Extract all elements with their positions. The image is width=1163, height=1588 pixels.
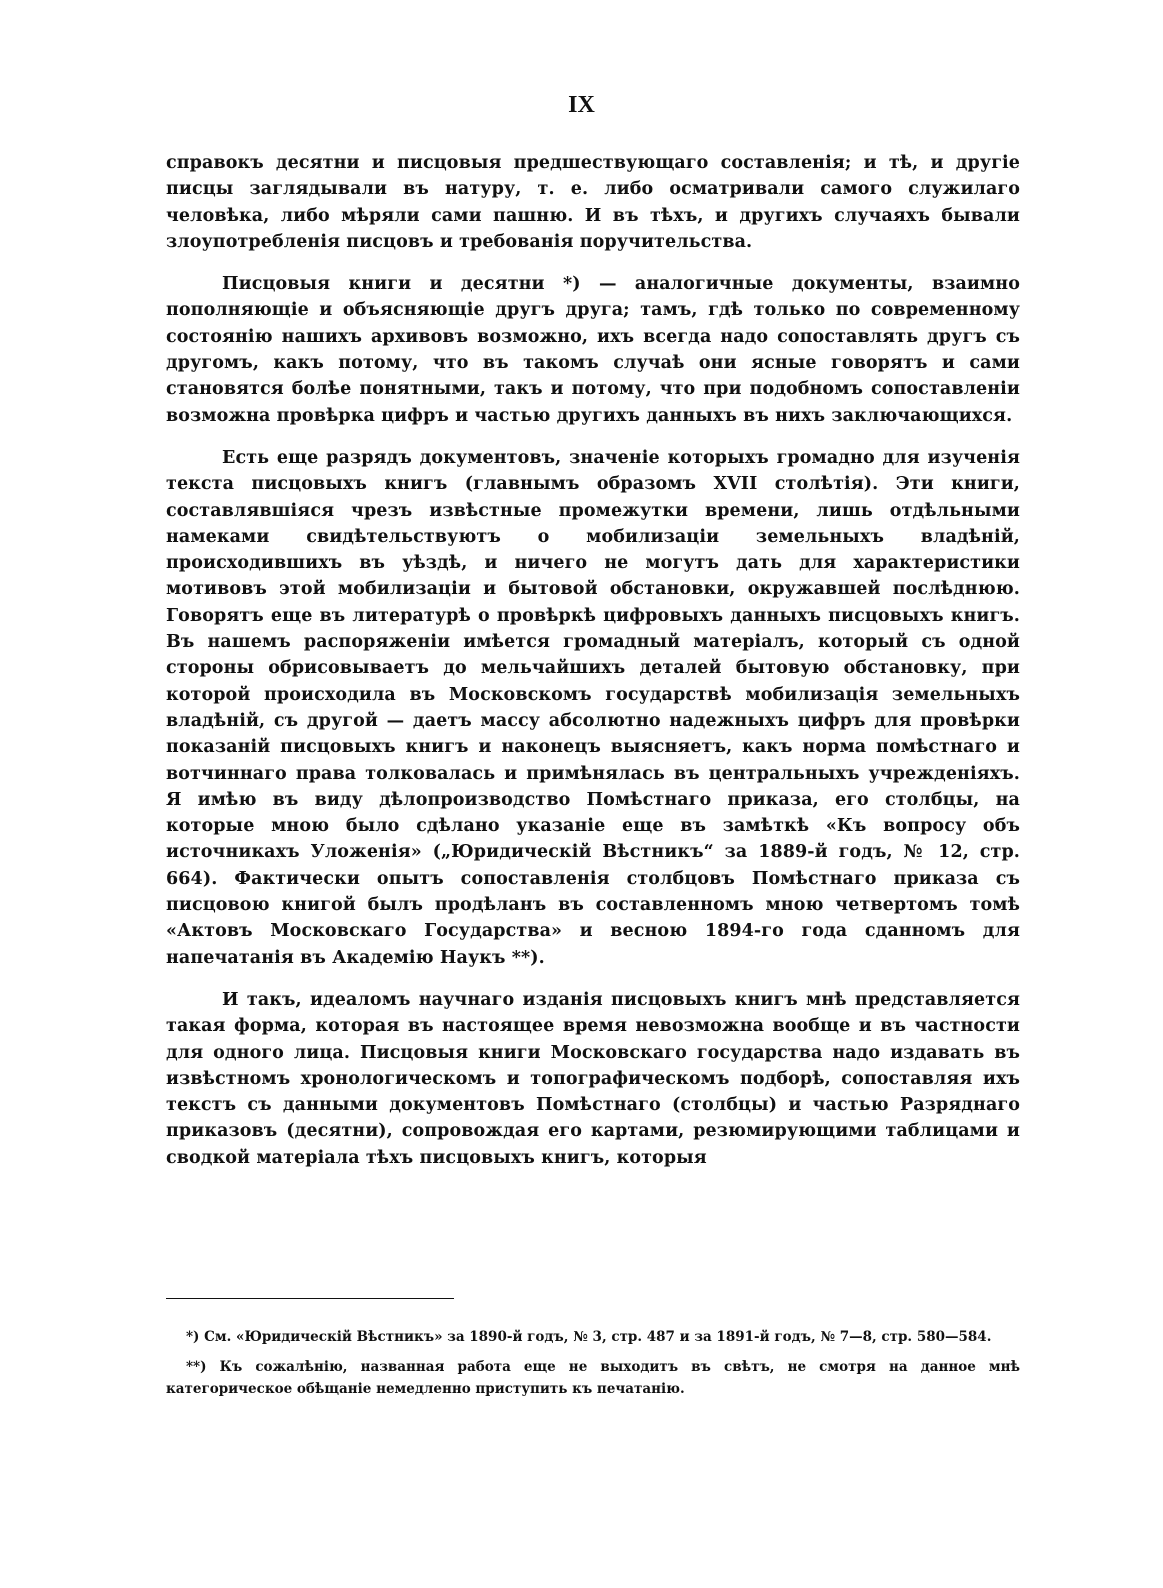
footnotes (166, 1326, 1020, 1408)
paragraph-piscovye-knigi: Писцовыя книги и десятни *) — аналогичные документы, взаимно пополняющіе и объясняющіе другъ друга; тамъ, гдѣ только по современному состоянію нашихъ архивовъ возможно, ихъ всегда надо сопоставлять другъ съ другомъ, какъ потому, что въ такомъ случаѣ они ясные говорятъ и сами становятся болѣе понятными, такъ и потому, что при подобномъ сопоставленіи возможна провѣрка цифръ и частью другихъ данныхъ въ нихъ заключающихся. (166, 274, 1020, 426)
footnote-1: *) См. «Юридическій Вѣстникъ» за 1890-й годъ, № 3, стр. 487 и за 1891-й годъ, № 7—8, стр. 580—584. (186, 1329, 992, 1345)
paragraph-continuation: справокъ десятни и писцовыя предшествующаго составленія; и тѣ, и другіе писцы заглядывали въ натуру, т. е. либо осматривали самого служилаго человѣка, либо мѣряли сами пашню. И въ тѣхъ, и другихъ случаяхъ бывали злоупотребленія писцовъ и требованія поручительства. (166, 153, 1020, 252)
body-text (166, 150, 1020, 1187)
page-number: IX (568, 92, 595, 118)
paragraph-razryad-dokumentov: Есть еще разрядъ документовъ, значеніе которыхъ громадно для изученія текста писцовыхъ книгъ (главнымъ образомъ XVII столѣтія). Эти книги, составлявшіяся чрезъ извѣстные промежутки времени, лишь отдѣльными намеками свидѣтельствуютъ о мобилизаціи земельныхъ владѣній, происходившихъ въ уѣздѣ, и ничего не могутъ дать для характеристики мотивовъ этой мобилизаціи и бытовой обстановки, окружавшей послѣднюю. Говорятъ еще въ литературѣ о провѣркѣ цифровыхъ данныхъ писцовыхъ книгъ. Въ нашемъ распоряженіи имѣется громадный матеріалъ, который съ одной стороны обрисовываетъ до мельчайшихъ деталей бытовую обстановку, при которой происходила въ Московскомъ государствѣ мобилизація земельныхъ владѣній, съ другой — даетъ массу абсолютно надежныхъ цифръ для провѣрки показаній писцовыхъ книгъ и наконецъ выясняетъ, какъ норма помѣстнаго и вотчиннаго права толковалась и примѣнялась въ центральныхъ учрежденіяхъ. Я имѣю въ виду дѣлопроизводство Помѣстнаго приказа, его столбцы, на которые мною было сдѣлано указаніе еще въ замѣткѣ «Къ вопросу объ источникахъ Уложенія» („Юридическій Вѣстникъ“ за 1889-й годъ, № 12, стр. 664). Фактически опытъ сопоставленія столбцовъ Помѣстнаго приказа съ писцовою книгой былъ продѣланъ въ составленномъ мною четвертомъ томѣ «Актовъ Московскаго Государства» и весною 1894-го года сданномъ для напечатанія въ Академію Наукъ **). (166, 447, 1020, 968)
footnote-divider (166, 1298, 454, 1299)
paragraph-ideal-izdaniya: И такъ, идеаломъ научнаго изданія писцовыхъ книгъ мнѣ представляется такая форма, которая въ настоящее время невозможна вообще и въ частности для одного лица. Писцовыя книги Московскаго государства надо издавать въ извѣстномъ хронологическомъ и топографическомъ подборѣ, сопоставляя ихъ текстъ съ данными документовъ Помѣстнаго (столбцы) и частью Разряднаго приказовъ (десятни), сопровождая его картами, резюмирующими таблицами и сводкой матеріала тѣхъ писцовыхъ книгъ, которыя (166, 989, 1020, 1168)
footnote-2: **) Къ сожалѣнію, названная работа еще не выходитъ въ свѣтъ, не смотря на данное мнѣ категорическое обѣщаніе немедленно приступить къ печатанію. (166, 1359, 1020, 1397)
